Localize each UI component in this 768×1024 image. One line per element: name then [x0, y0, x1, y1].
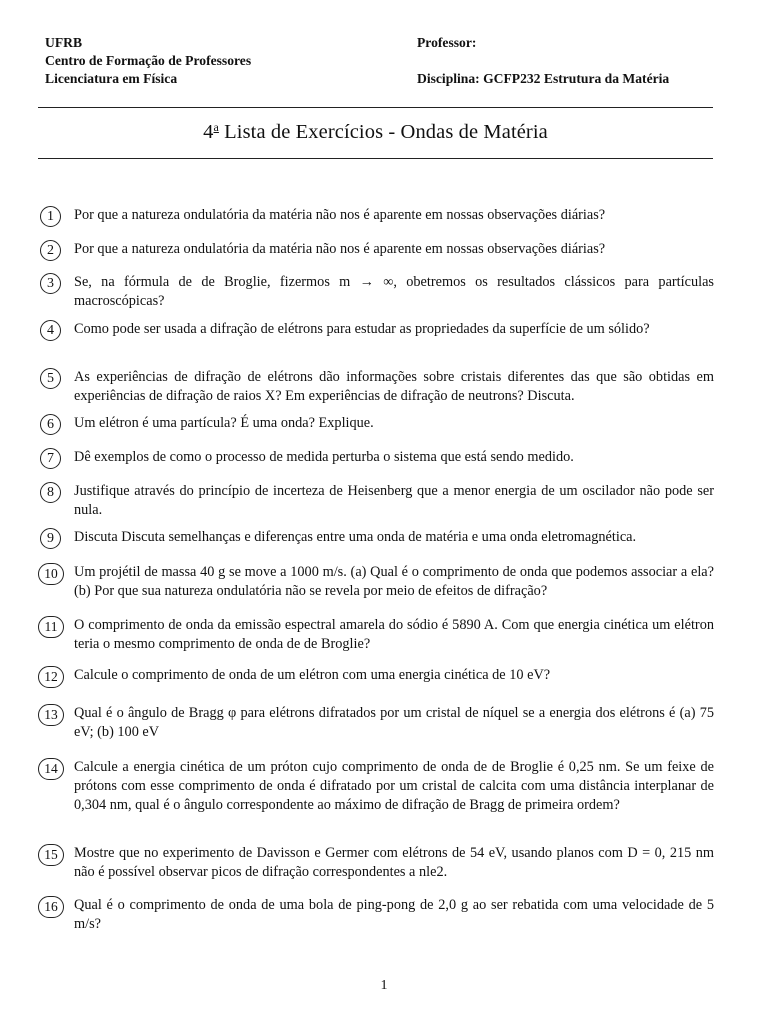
question-number: 9 [40, 528, 61, 549]
question-number: 6 [40, 414, 61, 435]
top-rule [38, 107, 713, 108]
bottom-rule [38, 158, 713, 159]
question-number: 11 [38, 616, 64, 638]
question-text: Mostre que no experimento de Davisson e Germer com elétrons de 54 eV, usando planos com D = 0, 215 nm não é possível observar picos de difração correspondentes a nle2. [74, 845, 714, 880]
question-text: Um projétil de massa 40 g se move a 1000 m/s. (a) Qual é o comprimento de onda que podemos associar a ela? (b) Por que sua natureza ondulatória não se revela por meio de efeitos de difração? [74, 564, 714, 599]
question-number: 3 [40, 273, 61, 294]
question-number: 8 [40, 482, 61, 503]
question-text: Justifique através do princípio de incerteza de Heisenberg que a menor energia de um oscilador não pode ser nula. [74, 483, 714, 518]
question-text: Calcule a energia cinética de um próton cujo comprimento de onda de de Broglie é 0,25 nm. Se um feixe de prótons com esse comprimento de onda é difratado por um cristal de calcita com uma distância interplanar de 0,304 nm, qual é o ângulo correspondente ao máximo de difração de Bragg de primeira ordem? [74, 759, 714, 813]
header-left [45, 34, 251, 88]
question-text: Qual é o comprimento de onda de uma bola de ping-pong de 2,0 g ao ser rebatida com uma velocidade de 5 m/s? [74, 897, 714, 932]
institution-name: UFRB [45, 35, 83, 50]
title-text: Lista de Exercícios - Ondas de Matéria [224, 121, 548, 143]
question-text: O comprimento de onda da emissão espectral amarela do sódio é 5890 A. Com que energia cinética um elétron teria o mesmo comprimento de onda de de Broglie? [74, 617, 714, 652]
title-number: 4 [203, 121, 214, 143]
question-text: Calcule o comprimento de onda de um elétron com uma energia cinética de 10 eV? [74, 667, 551, 683]
question-text: As experiências de difração de elétrons dão informações sobre cristais diferentes das que são obtidas em experiências de difração de raios X? Em experiências de difração de neutrons? Discuta. [74, 369, 714, 404]
question-number: 13 [38, 704, 64, 726]
question-number: 4 [40, 320, 61, 341]
question-number: 2 [40, 240, 61, 261]
question-text: Discuta Discuta semelhanças e diferenças entre uma onda de matéria e uma onda eletromagnética. [74, 529, 637, 545]
question-number: 16 [38, 896, 64, 918]
question-number: 15 [38, 844, 64, 866]
question-text: Dê exemplos de como o processo de medida perturba o sistema que está sendo medido. [74, 449, 574, 465]
question-number: 1 [40, 206, 61, 227]
professor-label: Professor: [417, 35, 477, 50]
question-number: 10 [38, 563, 64, 585]
discipline-label: Disciplina: GCFP232 Estrutura da Matéria [417, 71, 670, 86]
question-number: 5 [40, 368, 61, 389]
question-number: 14 [38, 758, 64, 780]
question-text: Qual é o ângulo de Bragg φ para elétrons difratados por um cristal de níquel se a energia dos elétrons é (a) 75 eV; (b) 100 eV [74, 705, 714, 740]
question-text: Por que a natureza ondulatória da matéria não nos é aparente em nossas observações diárias? [74, 207, 606, 223]
page-number: 1 [380, 978, 388, 993]
header-spacer [417, 52, 669, 70]
course-name: Licenciatura em Física [45, 71, 178, 86]
question-text: Um elétron é uma partícula? É uma onda? Explique. [74, 415, 374, 431]
question-number: 7 [40, 448, 61, 469]
header-right [417, 34, 669, 88]
question-text: Por que a natureza ondulatória da matéria não nos é aparente em nossas observações diárias? [74, 241, 606, 257]
question-number: 12 [38, 666, 64, 688]
page-title [38, 120, 713, 144]
center-name: Centro de Formação de Professores [45, 53, 252, 68]
question-text: Como pode ser usada a difração de elétrons para estudar as propriedades da superfície de um sólido? [74, 321, 650, 337]
title-ordinal: a [213, 120, 219, 134]
question-text: Se, na fórmula de de Broglie, fizermos m → ∞, obetremos os resultados clássicos para partículas macroscópicas? [74, 274, 714, 309]
